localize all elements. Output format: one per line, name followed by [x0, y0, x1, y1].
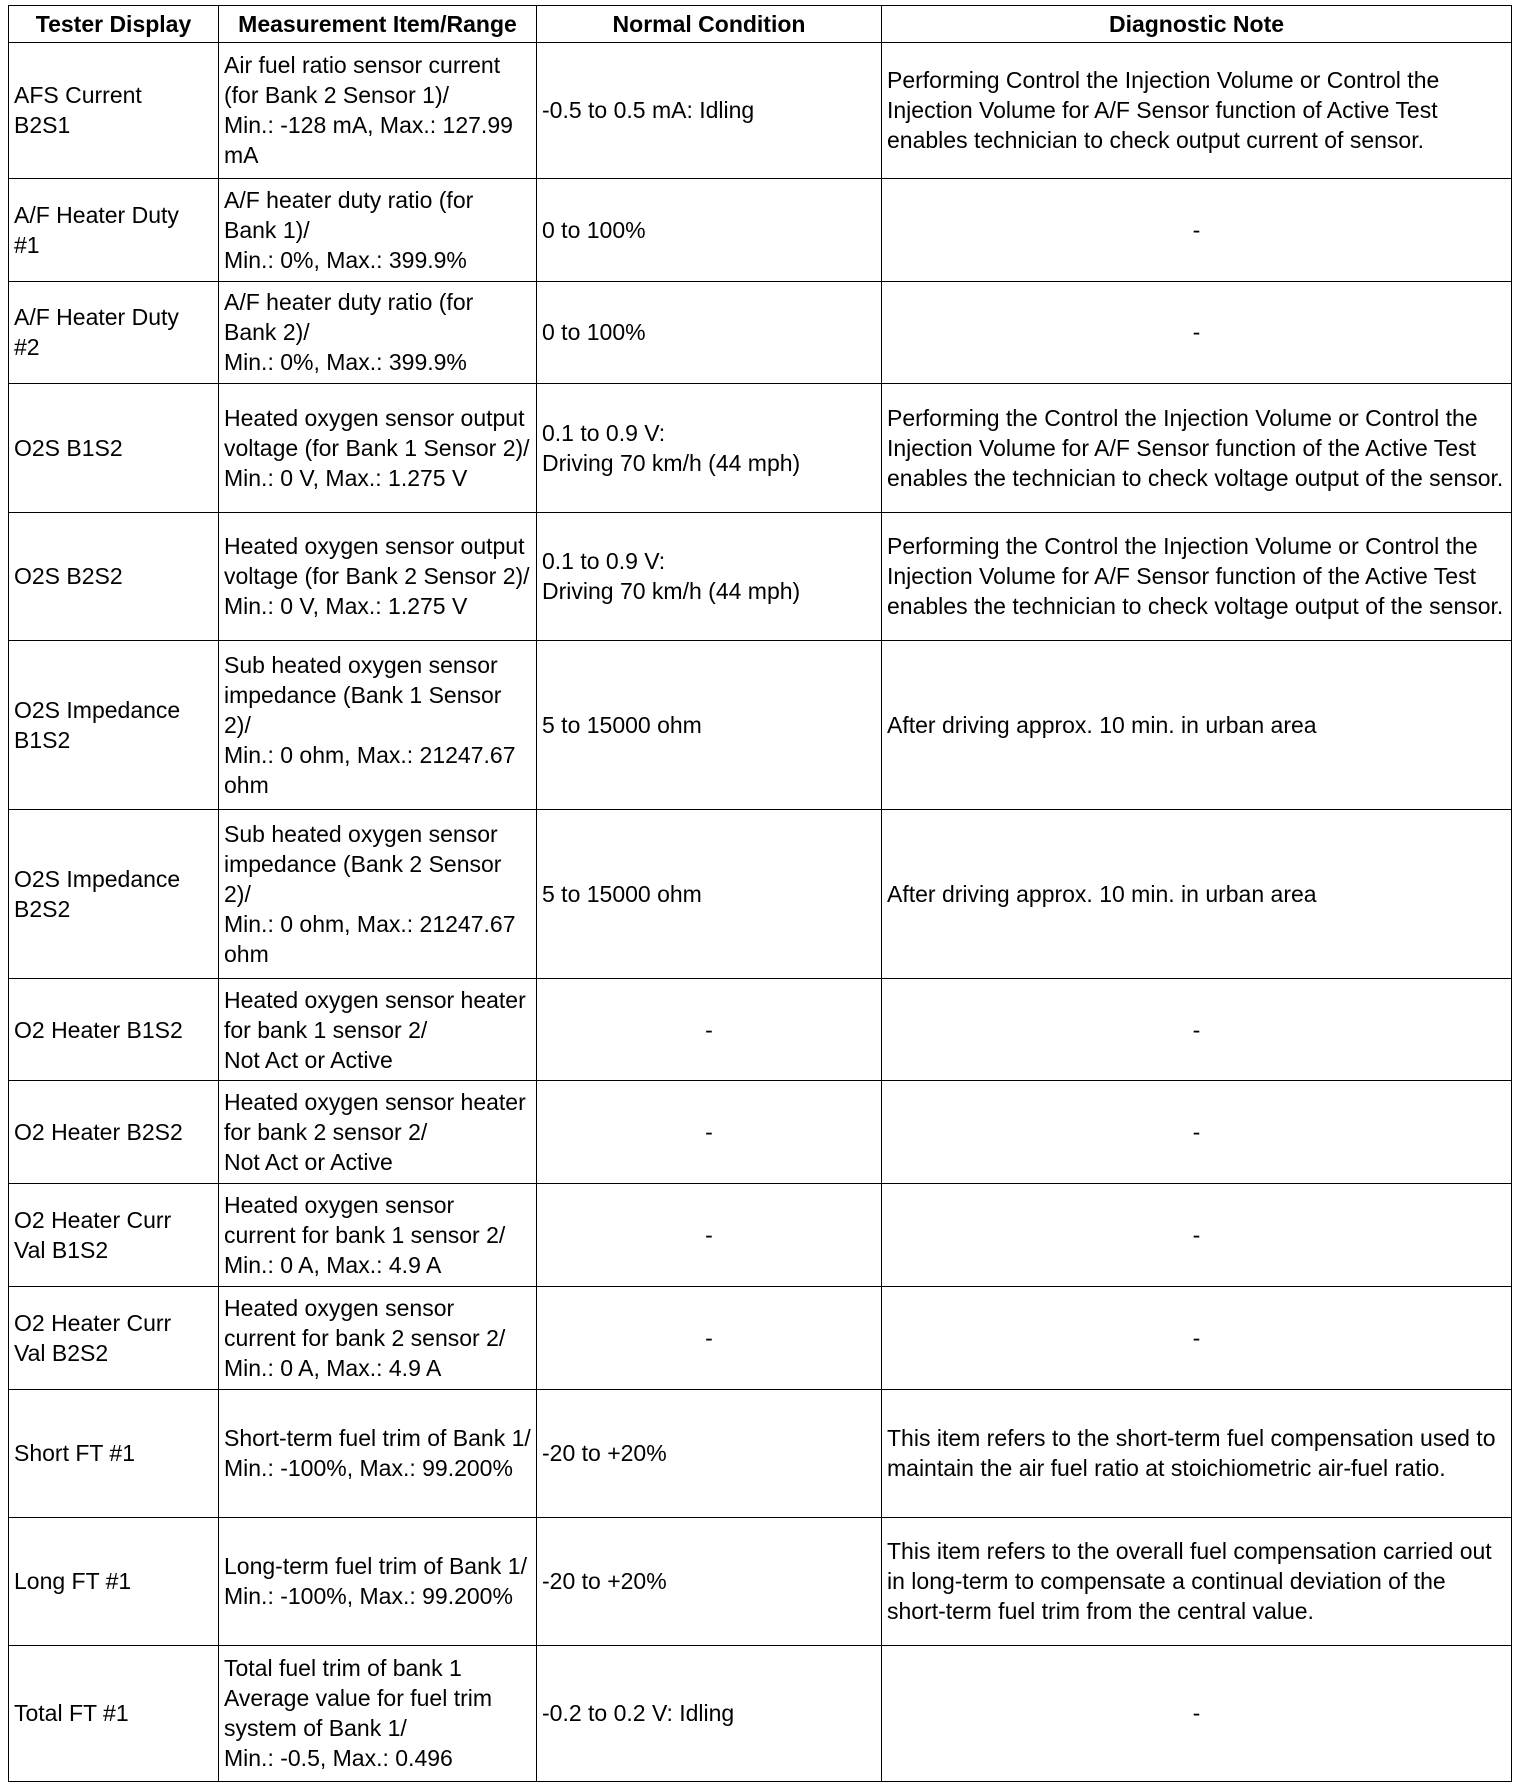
cell-diagnostic-note: This item refers to the overall fuel compensation carried out in long-term to compensate a continual deviation of the short-term fuel trim from the central value. [882, 1517, 1512, 1645]
cell-tester-display: O2S B2S2 [9, 512, 219, 640]
cell-measurement-item: Short-term fuel trim of Bank 1/ Min.: -100%, Max.: 99.200% [219, 1389, 537, 1517]
table-row [9, 43, 1512, 179]
cell-diagnostic-note: - [882, 178, 1512, 281]
table-header-row [9, 6, 1512, 43]
cell-tester-display: O2S Impedance B1S2 [9, 640, 219, 809]
cell-normal-condition: - [537, 1286, 882, 1389]
cell-normal-condition: 0 to 100% [537, 281, 882, 384]
cell-measurement-item: A/F heater duty ratio (for Bank 1)/ Min.: 0%, Max.: 399.9% [219, 178, 537, 281]
cell-tester-display: A/F Heater Duty #1 [9, 178, 219, 281]
cell-diagnostic-note: - [882, 281, 1512, 384]
cell-tester-display: AFS Current B2S1 [9, 43, 219, 179]
cell-normal-condition: 0.1 to 0.9 V: Driving 70 km/h (44 mph) [537, 512, 882, 640]
cell-measurement-item: Heated oxygen sensor current for bank 2 sensor 2/ Min.: 0 A, Max.: 4.9 A [219, 1286, 537, 1389]
table-row [9, 178, 1512, 281]
cell-diagnostic-note: After driving approx. 10 min. in urban area [882, 640, 1512, 809]
table-row [9, 978, 1512, 1081]
cell-normal-condition: - [537, 1184, 882, 1287]
cell-normal-condition: 5 to 15000 ohm [537, 809, 882, 978]
cell-measurement-item: Heated oxygen sensor current for bank 1 sensor 2/ Min.: 0 A, Max.: 4.9 A [219, 1184, 537, 1287]
cell-tester-display: A/F Heater Duty #2 [9, 281, 219, 384]
cell-normal-condition: - [537, 978, 882, 1081]
cell-tester-display: O2S B1S2 [9, 384, 219, 512]
cell-measurement-item: Sub heated oxygen sensor impedance (Bank 2 Sensor 2)/ Min.: 0 ohm, Max.: 21247.67 ohm [219, 809, 537, 978]
table-row [9, 1389, 1512, 1517]
cell-diagnostic-note: After driving approx. 10 min. in urban area [882, 809, 1512, 978]
cell-normal-condition: 0.1 to 0.9 V: Driving 70 km/h (44 mph) [537, 384, 882, 512]
cell-normal-condition: -20 to +20% [537, 1389, 882, 1517]
cell-normal-condition: - [537, 1081, 882, 1184]
header-measurement-item: Measurement Item/Range [219, 6, 537, 43]
cell-normal-condition: 0 to 100% [537, 178, 882, 281]
cell-tester-display: O2S Impedance B2S2 [9, 809, 219, 978]
table-row [9, 281, 1512, 384]
cell-tester-display: Long FT #1 [9, 1517, 219, 1645]
cell-tester-display: Short FT #1 [9, 1389, 219, 1517]
table-row [9, 512, 1512, 640]
table-row [9, 1286, 1512, 1389]
header-tester-display: Tester Display [9, 6, 219, 43]
cell-measurement-item: Heated oxygen sensor output voltage (for Bank 1 Sensor 2)/ Min.: 0 V, Max.: 1.275 V [219, 384, 537, 512]
cell-normal-condition: -0.5 to 0.5 mA: Idling [537, 43, 882, 179]
table-row [9, 640, 1512, 809]
cell-normal-condition: -0.2 to 0.2 V: Idling [537, 1645, 882, 1781]
cell-tester-display: O2 Heater Curr Val B1S2 [9, 1184, 219, 1287]
header-diagnostic-note: Diagnostic Note [882, 6, 1512, 43]
cell-measurement-item: Air fuel ratio sensor current (for Bank 2 Sensor 1)/ Min.: -128 mA, Max.: 127.99 mA [219, 43, 537, 179]
cell-diagnostic-note: Performing the Control the Injection Volume or Control the Injection Volume for A/F Sensor function of the Active Test enables the technician to check voltage output of the sensor. [882, 512, 1512, 640]
cell-normal-condition: 5 to 15000 ohm [537, 640, 882, 809]
cell-measurement-item: Sub heated oxygen sensor impedance (Bank 1 Sensor 2)/ Min.: 0 ohm, Max.: 21247.67 ohm [219, 640, 537, 809]
tester-data-table [8, 5, 1512, 1782]
cell-measurement-item: Heated oxygen sensor heater for bank 2 sensor 2/ Not Act or Active [219, 1081, 537, 1184]
cell-measurement-item: Total fuel trim of bank 1 Average value for fuel trim system of Bank 1/ Min.: -0.5, Max.: 0.496 [219, 1645, 537, 1781]
table-row [9, 384, 1512, 512]
cell-normal-condition: -20 to +20% [537, 1517, 882, 1645]
cell-diagnostic-note: - [882, 1645, 1512, 1781]
table-row [9, 1645, 1512, 1781]
cell-measurement-item: Heated oxygen sensor output voltage (for Bank 2 Sensor 2)/ Min.: 0 V, Max.: 1.275 V [219, 512, 537, 640]
cell-tester-display: O2 Heater B1S2 [9, 978, 219, 1081]
table-row [9, 1517, 1512, 1645]
cell-measurement-item: A/F heater duty ratio (for Bank 2)/ Min.: 0%, Max.: 399.9% [219, 281, 537, 384]
table-row [9, 1081, 1512, 1184]
header-normal-condition: Normal Condition [537, 6, 882, 43]
table-row [9, 809, 1512, 978]
cell-measurement-item: Heated oxygen sensor heater for bank 1 sensor 2/ Not Act or Active [219, 978, 537, 1081]
cell-diagnostic-note: - [882, 978, 1512, 1081]
cell-tester-display: Total FT #1 [9, 1645, 219, 1781]
cell-tester-display: O2 Heater Curr Val B2S2 [9, 1286, 219, 1389]
cell-tester-display: O2 Heater B2S2 [9, 1081, 219, 1184]
table-row [9, 1184, 1512, 1287]
cell-diagnostic-note: - [882, 1286, 1512, 1389]
cell-measurement-item: Long-term fuel trim of Bank 1/ Min.: -100%, Max.: 99.200% [219, 1517, 537, 1645]
cell-diagnostic-note: - [882, 1081, 1512, 1184]
cell-diagnostic-note: Performing the Control the Injection Volume or Control the Injection Volume for A/F Sensor function of the Active Test enables the technician to check voltage output of the sensor. [882, 384, 1512, 512]
cell-diagnostic-note: - [882, 1184, 1512, 1287]
cell-diagnostic-note: Performing Control the Injection Volume or Control the Injection Volume for A/F Sensor function of Active Test enables technician to check output current of sensor. [882, 43, 1512, 179]
cell-diagnostic-note: This item refers to the short-term fuel compensation used to maintain the air fuel ratio at stoichiometric air-fuel ratio. [882, 1389, 1512, 1517]
